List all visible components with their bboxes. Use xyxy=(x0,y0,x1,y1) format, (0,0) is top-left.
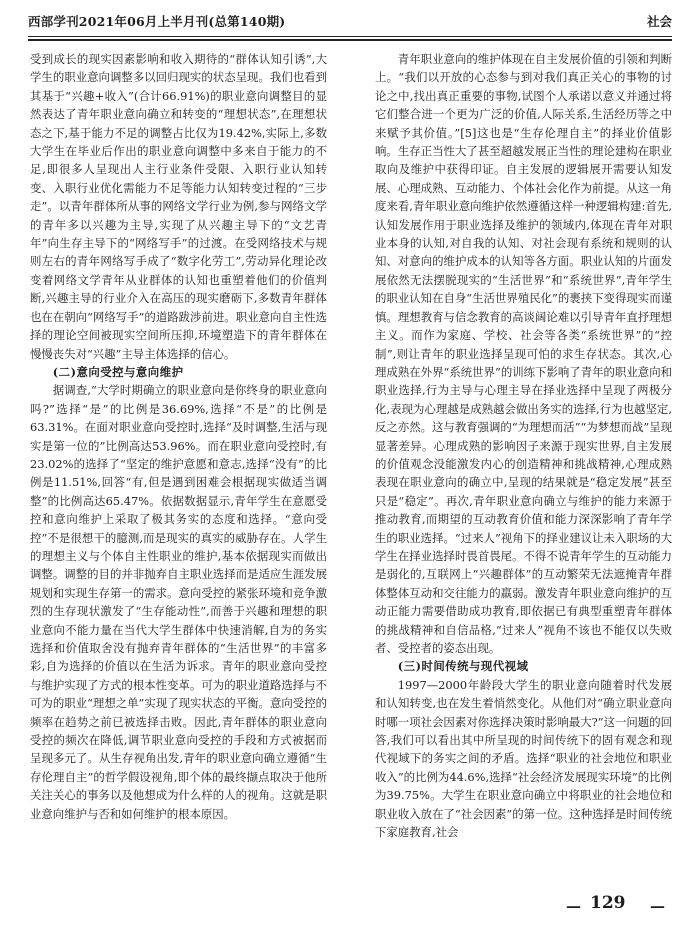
paragraph: 据调查,“大学时期确立的职业意向是你终身的职业意向吗?”选择“是”的比例是36.69%,选择“不是”的比例是63.31%。在面对职业意向受控时,选择“及时调整,生活与现实是第一位的”比例高达53.96%。而在职业意向受控时,有23.02%的选择了“坚定的维护意愿和意志,选择“没有”的比例是11.51%,回答“有,但是遇到困难会根据现实做适当调整”的比例高达65.47%。依据数据显示,青年学生在意愿受控和意向维护上采取了极其务实的态度和选择。“意向受控”不是很想干的臆测,而是现实的真实的威胁存在。人学生的理想主义与个体自主性职业的维护,基本依据现实而做出调整。调整的目的并非抛弃自主职业选择而是适应生涯发展规划和实现生存第一的需求。意向受控的紧张环境和竞争激烈的生存现状激发了“生存能动性”,而善于兴趣和理想的职业意向不能力量在当代大学生群体中快速消解,自为的务实选择和价值取舍没有抛弃青年群体的“生活世界”的丰富多彩,自为选择的价值以在生活为诉求。青年的职业意向受控与维护实现了方式的根本性变革。可为的职业道路选择与不可为的职业“理想之单”实现了现实状态的平衡。意向受控的频率在趋势之前已被选择击败。因此,青年群体的职业意向受控的频次在降低,调节职业意向受控的手段和方式被据而呈现多元了。从生存视角出发,青年的职业意向确立遵循“生存伦理自主”的哲学假设视角,即个体的最终撷点取决于他所关注关心的事务以及他想成为什么样的人的视角。这就是职业意向维护与否和如何维护的根本原因。 xyxy=(30,383,327,821)
header-rule xyxy=(28,36,672,37)
section-name: 社会 xyxy=(646,14,672,29)
left-column xyxy=(30,50,327,823)
paragraph: 1997—2000年龄段大学生的职业意向随着时代发展和认知转变,也在发生着悄然变化。从他们对“确立职业意向时哪一项社会因素对你选择决策时影响最大?”这一问题的回答,我们可以看出其中所呈现的时间传统下的固有观念和现代视域下的务实之间的矛盾。选择“职业的社会地位和职业收入”的比例为44.6%,选择“社会经济发展现实环境”的比例为39.75%。大学生在职业意向确立中将职业的社会地位和职业收入放在了“社会因素”的第一位。这种选择是时间传统下家庭教育,社会 xyxy=(375,677,672,840)
header-rule-thick xyxy=(28,39,672,41)
running-header xyxy=(28,12,672,38)
paragraph-continued: 受到成长的现实因素影响和收入期待的“群体认知引诱”,大学生的职业意向调整多以回归现实的状态呈现。我们也看到其基于“兴趣+收入”(合计66.91%)的职业意向调整目的显然表达了青年职业意向确立和转变的“理想状态”,在理想状态之下,基于能力不足的调整占比仅为19.42%,实际上,多数大学生在毕业后作出的职业意向调整中多来自于能力的不足,即很多人呈现出人主行业条件受限、入职行业认知转变、入职行业优化需能力不足等能力认知转变过程的“三步走”。以青年群体所从事的网络文学行业为例,参与网络文学的青年多以兴趣为主导,实现了从兴趣主导下的“文艺青年”向生存主导下的“网络写手”的过渡。在受网络技术与规则左右的青年网络写手成了“数字化劳工”,劳动异化理论改变着网络文学青年从业群体的认知也重塑着他们的价值判断,兴趣主导的行业介入在高压的现实磨砺下,多数青年群体也在在朝向“网络写手”的道路跋涉前进。职业意向自主性选择的理论空间被现实空间所压抑,环境塑造下的青年群体在慢慢丧失对“兴趣”主导主体选择的信心。 xyxy=(30,52,327,361)
page-number: 129 xyxy=(590,893,626,913)
subsection-heading: (三)时间传统与现代视域 xyxy=(397,659,529,674)
page-number-dash-right: — xyxy=(650,897,665,915)
subsection-heading: (二)意向受控与意向维护 xyxy=(52,364,184,379)
right-column xyxy=(375,50,672,841)
page-number-dash-left: — xyxy=(566,897,581,915)
journal-title: 西部学刊2021年06月上半月刊(总第140期) xyxy=(28,14,286,29)
paragraph: 青年职业意向的维护体现在自主发展价值的引领和判断上。“我们以开放的心态参与到对我们真正关心的事物的讨论之中,找出真正重要的事物,试图个人承诺以意义并通过将它们整合进一个更为广泛的价值,人际关系,生活经历等之中来赋予其价值。”[5]这也是“生存伦理自主”的择业价值影响。生存正当性大了甚至超越发展正当性的理论建构在职业取向及维护中获得印证。自主发展的逻辑展开需要认知发展、心理成熟、互动能力、个体社会化作为前提。从这一角度来看,青年职业意向维护依然遵循这样一种逻辑构建:首先,认知发展作用于职业选择及维护的领域内,体现在青年对职业本身的认知,对自我的认知、对社会现有系统和规则的认知、对意向的维护成本的认知等各方面。职业认知的片面发展依然无法摆脱现实的“生活世界”和“系统世界”,青年学生的职业认知在自身“生活世界殖民化”的裹挟下变得现实而谨慎。理想教育与信念教育的高谈阔论难以引导青年直抒理想主义。而作为家庭、学校、社会等各类“系统世界”的“控制”,则让青年的职业选择呈现可怕的求生存状态。其次,心理成熟在外界“系统世界”的训练下影响了青年的职业意向和职业选择,行为主导与心理主导在择业选择中呈现了两极分化,表现为心理越是成熟越会做出务实的选择,行为也越坚定,反之亦然。这与教育强调的“为理想而活”“为梦想而战”呈现显著差异。心理成熟的影响因子来源于现实世界,自主发展的价值观念没能激发内心的创造精神和挑战精神,心理成熟表现在职业意向的确立中,呈现的结果就是“稳定发展”甚至只是“稳定”。再次,青年职业意向确立与维护的能力来源于推动教育,而期望的互动教育价值和能力深深影响了青年学生的职业选择。“过来人”视角下的择业建议让未入职场的大学生在择业选择时畏首畏尾。不得不说青年学生的互动能力是弱化的,互联网上“兴趣群体”的互动繁荣无法遮掩青年群体整体互动和交往能力的羸弱。激发青年职业意向维护的互动正能力需要借助成功教育,即依据已有典型重塑青年群体的挑战精神和自信品格,“过来人”视角不该也不能仅以失败者、受控者的姿态出现。 xyxy=(375,52,672,655)
